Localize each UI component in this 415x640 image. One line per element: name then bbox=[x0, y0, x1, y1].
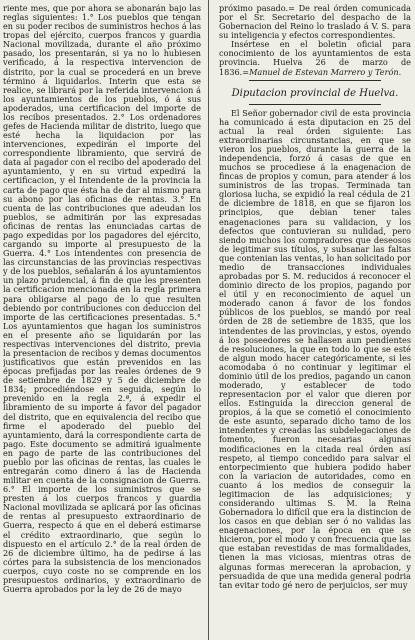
section-rule-bottom bbox=[249, 104, 381, 105]
section-title: Diputacion provincial de Huelva. bbox=[231, 87, 399, 99]
section-rule bbox=[249, 80, 381, 81]
publication-note bbox=[219, 40, 411, 76]
diputacion-body-text: El Señor gobernador civil de esta provincia ha comunicado á esta diputacion en 25 del actual la real órden siguiente: Las extraordinarias circunstancias, en que se vieron los pueblos, durante la guerra de la independencia, forzó á casas de que en muchos se procediese á la enagenacion de fincas de propios y comun, para atender á los suministros de las tropas. Terminada tan gloriosa lucha, se expidió la real cédula de 21 de diciembre de 1818, en que se fijaron los principios, que debian tener tales enagenaciones para su validacion, y los defectos que contuvieran su nulidad, pero siendo muchos los compradores que deseosos de legitimar sus títulos, y subsanar las faltas que contenian las ventas, lo han solicitado por medio de transacciones individuales aprobadas por S. M. reducidos á reconocer el dominio directo de los propios, pagando por el útil y en reconocimiento de aquel un moderado canon á favor de los fondos públicos de los pueblos, se mandó por real órden de 28 de setiembre de 1835, que los intendentes de las provincias, y estos, oyendo á los poseedores se hallasen aun pendientes de resoluciones, la que en todo lo que se esté de algun modo hacer categóricamente, si les acomodaba ó no continuar y legitimar el dominio útil de los predios, pagando un canon moderado, y establecer de todo representacion por el valor que dieren por ellos. Estinguida la direccion general de propios, á la que se cometió el conocimiento de este asunto, separado dicho tamo de los intendentes y creadas las subdelegaciones de fomento, fueron necesarias algunas modificaciones en la citada real órden así respeto, al tiempo concedido para salvar el entorpecimiento que hubiera podido haber con la variacion de autoridades, como en cuanto á los medios de conseguir la legitimacion de las adquisiciones; y considerando ultimas S. M. la Reina Gobernadora lo difícil que era la distincion de los casos en que debian ser ó no validas las enagenaciones, por la época en que se hicieron, por el modo y con frecuencia que las que estaban revestidas de mas formalidades, tienen la mas viciosas, mientras otras de algunas formas mereceran la aprobacion, y persuadida de que una medida general podria tan evitar todo gé nero de perjuicios, ser muy bbox=[219, 107, 411, 590]
royal-order-closing: próximo pasado.= De real órden comunicada por el Sr. Secretario del despacho de la Gobernacion del Reino lo traslado á V. S. para su inteligencia y efectos correspondientes. bbox=[219, 4, 411, 41]
left-column-text: riente mes, que por ahora se abonarán bajo las reglas siguientes: 1.° Los pueblos que tengan en su poder recibos de suministros hechos á las tropas del ejército, cuerpos francos y guardia Nacional movilizada, durante el año próximo pasado, los presentarán, si ya no lo hubiesen verificado, á la respectiva intervencion de distrito, por la cual se procederá en un breve término á liquidarlos. Interin que esta se realice, se librará por la referida intervencion á los ayuntamientos de los pueblos, ó á sus apoderados, una certificacion del importe de los recibos presentados. 2.° Los ordenadores gefes de Hacienda militar de distrito, luego que esté hecha la liquidacion por las intervenciones, expedirán el importe del correspondiente libramiento, que servirá de data al pagador con el recibo del apoderado del ayuntamiento, y en su virtud expedirá la certificacion, y el Intendente de la provincia la carta de pago que ésta ha de dar al mismo para su abono por las oficinas de rentas. 3.° En cuenta de las contribuciones que adeudan los pueblos, se admitirán por las expresadas oficinas de rentas las enunciadas cartas de pago expedidas por los pagadores del ejército, cargando su importe al presupuesto de la Guerra. 4.° Los intendentes con presencia de las circunstancias de las provincias respectivas y de los pueblos, señalarán á los ayuntamientos un plazo prudencial, á fin de que les presenten la certificacion mencionada en la regla primera para obligarse al pago de lo que resulten debiendo por contribuciones con deduccion del importe de las certificaciones presentadas. 5.° Los ayuntamientos que hagan los suministros en el presente año se liquidarán por las respectivas intervenciones del distrito, previa la presentacion de recibos y demas documentos justificativos que están prevenidos en las épocas prefijadas por las reales órdenes de 9 de setiembre de 1829 y 5 de diciembre de 1834; procediéndose en seguida, según lo prevenido en la regla 2.ª, á expedir el libramiento de su importe á favor del pagador del distrito, que en equivalencia del recibo que firme el apoderado del pueblo del ayuntamiento, dará la correspondiente carta de pago. Este documento se admitirá igualmente en pago de parte de las contribuciones del pueblo por las oficinas de rentas, las cuales le entregarán como dinero á las de Hacienda militar en cuenta de la consignacion de Guerra. 6.° El importe de los suministros que se presten á los cuerpos francos y guardia Nacional movilizada se aplicará por las oficinas de rentas al presupuesto extraordinario de Guerra, respecto á que en el deberá estimarse el crédito extraordinario, que según lo dispuesto en el artículo 2.° de la real órden de 26 de diciembre último, ha de pedirse á las córtes para la subsistencia de los mencionados cuerpos, cuyo coste no se comprende en los presupuestos ordinarios, y extraordinario de Guerra aprobados por la ley de 26 de mayo bbox=[3, 4, 201, 594]
right-column bbox=[219, 4, 411, 634]
signature: Manuel de Estevan Marrero y Terón. bbox=[249, 66, 402, 77]
left-column bbox=[3, 4, 201, 634]
publication-note-text: Insértese en el boletin oficial para conocimiento de los ayuntamientos de esta provincia. Huelva 26 de marzo de 1836.= bbox=[219, 39, 411, 77]
column-divider bbox=[208, 0, 209, 640]
